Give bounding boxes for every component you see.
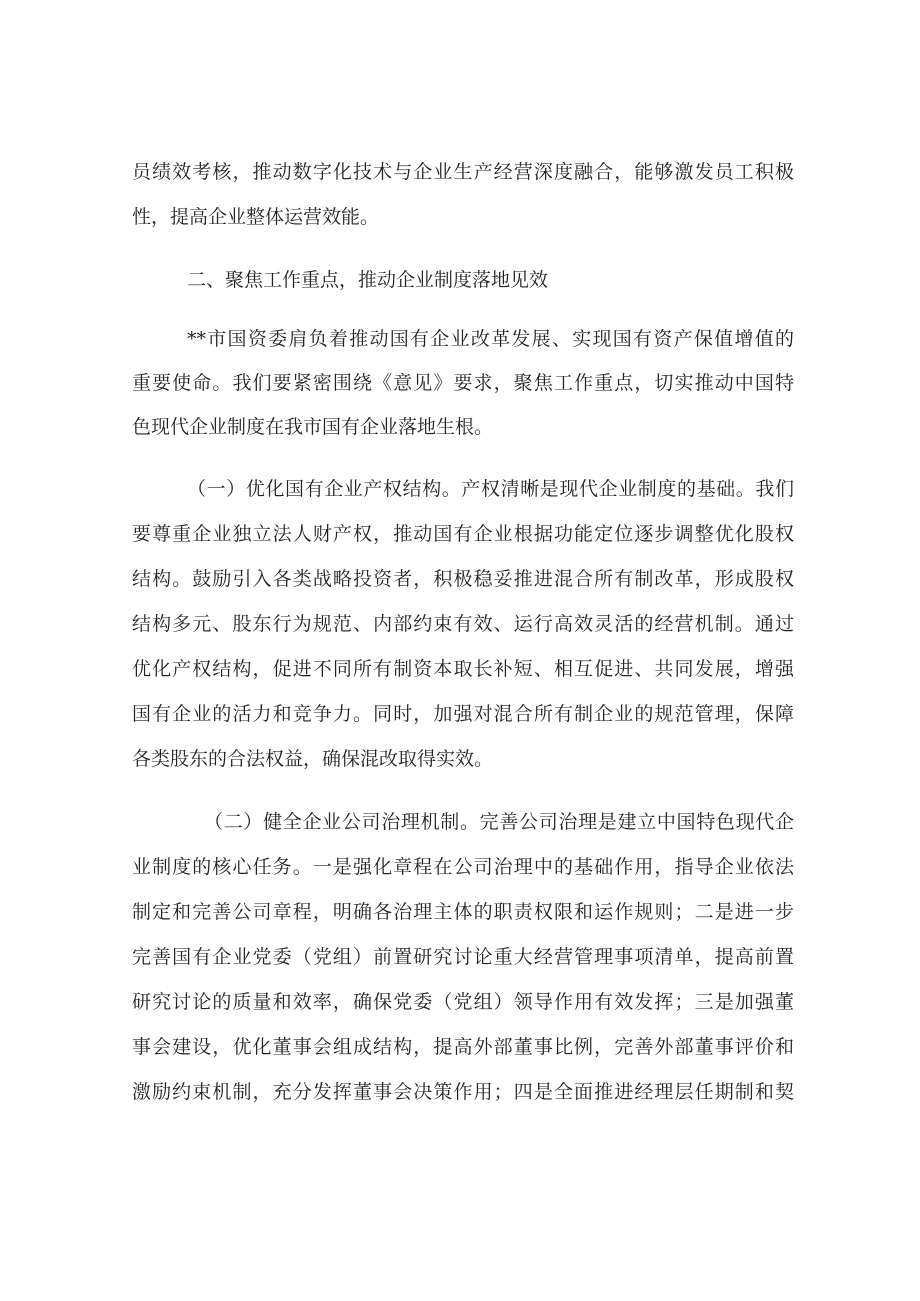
item-one-line: 优化产权结构，促进不同所有制资本取长补短、相互促进、共同发展，增强 — [132, 658, 794, 680]
item-two-line: 完善国有企业党委（党组）前置研究讨论重大经营管理事项清单，提高前置 — [132, 946, 794, 968]
item-two-line: 业制度的核心任务。一是强化章程在公司治理中的基础作用，指导企业依法 — [132, 856, 794, 878]
section-heading: 二、聚焦工作重点，推动企业制度落地见效 — [187, 269, 549, 291]
item-one-line: 国有企业的活力和竞争力。同时，加强对混合所有制企业的规范管理，保障 — [132, 703, 794, 725]
item-two-line: 制定和完善公司章程，明确各治理主体的职责权限和运作规则；二是进一步 — [132, 901, 794, 923]
item-one-line: 要尊重企业独立法人财产权，推动国有企业根据功能定位逐步调整优化股权 — [132, 523, 794, 545]
intro-line: 色现代企业制度在我市国有企业落地生根。 — [132, 416, 494, 438]
item-one-line: 结构。鼓励引入各类战略投资者，积极稳妥推进混合所有制改革，形成股权 — [132, 568, 794, 590]
intro-line: 重要使命。我们要紧密围绕《意见》要求，聚焦工作重点，切实推动中国特 — [132, 372, 794, 394]
item-one-line: 各类股东的合法权益，确保混改取得实效。 — [132, 748, 494, 770]
continuation-line: 性，提高企业整体运营效能。 — [132, 206, 380, 228]
continuation-line: 员绩效考核，推动数字化技术与企业生产经营深度融合，能够激发员工积极 — [132, 161, 794, 183]
item-two-line: 事会建设，优化董事会组成结构，提高外部董事比例，完善外部董事评价和 — [132, 1036, 794, 1058]
item-two-line: 激励约束机制，充分发挥董事会决策作用；四是全面推进经理层任期制和契 — [132, 1081, 794, 1103]
item-one-line: （一）优化国有企业产权结构。产权清晰是现代企业制度的基础。我们 — [187, 478, 794, 500]
intro-line: **市国资委肩负着推动国有企业改革发展、实现国有资产保值增值的 — [187, 328, 794, 350]
item-two-line: （二）健全企业公司治理机制。完善公司治理是建立中国特色现代企 — [204, 811, 794, 833]
item-two-line: 研究讨论的质量和效率，确保党委（党组）领导作用有效发挥；三是加强董 — [132, 991, 794, 1013]
item-one-line: 结构多元、股东行为规范、内部约束有效、运行高效灵活的经营机制。通过 — [132, 613, 794, 635]
